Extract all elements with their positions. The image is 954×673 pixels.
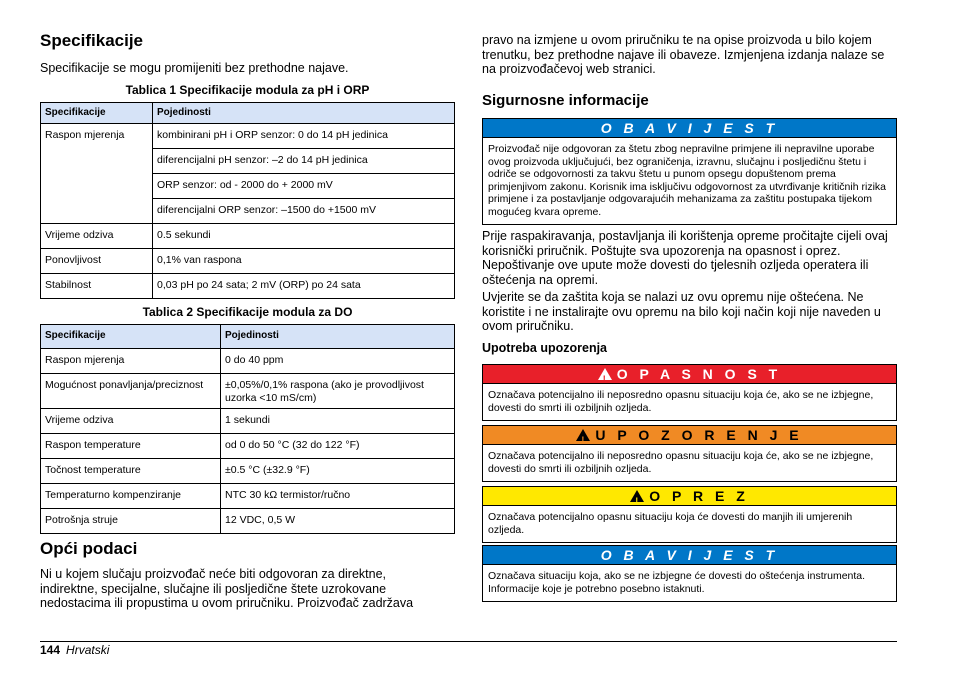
table1 <box>40 102 455 299</box>
table2-cell-value: 1 sekundi <box>221 409 455 434</box>
table-row <box>41 349 455 374</box>
table2-cell-label: Potrošnja struje <box>41 509 221 534</box>
table2-cell-label: Točnost temperature <box>41 459 221 484</box>
table-row <box>41 249 455 274</box>
table1-header-cell: Pojedinosti <box>153 103 455 124</box>
warning-triangle-icon: ! <box>630 490 644 502</box>
warning-triangle-icon: ! <box>576 429 590 441</box>
table-row <box>41 509 455 534</box>
notice-box-definition <box>482 545 897 602</box>
caution-text: Označava potencijalno opasnu situaciju koja će dovesti do manjih ili umjerenih ozljeda. <box>483 505 896 542</box>
warning-triangle-icon: ! <box>598 368 612 380</box>
table-row <box>41 274 455 299</box>
table2-cell-value: 12 VDC, 0,5 W <box>221 509 455 534</box>
danger-box <box>482 364 897 421</box>
table1-cell-label: Stabilnost <box>41 274 153 299</box>
table1-cell-value: kombinirani pH i ORP senzor: 0 do 14 pH jedinica <box>153 124 455 149</box>
general-text: Ni u kojem slučaju proizvođač neće biti odgovoran za direktne, indirektne, specijalne, slučajne ili posljedične štete uzrokovane nedostacima ili propustima u ovom priručniku. Proizvođač zadržava <box>40 567 414 610</box>
table1-cell-value: diferencijalni pH senzor: –2 do 14 pH jedinica <box>153 149 455 174</box>
footer <box>40 643 109 657</box>
table1-header-row <box>41 103 455 124</box>
table2-cell-label: Vrijeme odziva <box>41 409 221 434</box>
table2-cell-value: ±0.5 °C (±32.9 °F) <box>221 459 455 484</box>
table-row <box>41 124 455 149</box>
table-row <box>41 224 455 249</box>
notice-definition-text: Označava situaciju koja, ako se ne izbjegne će dovesti do oštećenja instrumenta. Informacije koje je potrebno posebno istaknuti. <box>483 564 896 601</box>
table1-cell-label: Ponovljivost <box>41 249 153 274</box>
warning-text: Označava potencijalno ili neposredno opasnu situaciju koja će, ako se ne izbjegne, dovesti do smrti ili ozbiljnih ozljeda. <box>483 444 896 481</box>
table-row <box>41 459 455 484</box>
table2-cell-value: 0 do 40 ppm <box>221 349 455 374</box>
table2-cell-label: Mogućnost ponavljanja/preciznost <box>41 374 221 409</box>
caution-bar <box>483 487 896 505</box>
footer-divider <box>40 641 897 642</box>
warning-title: U P O Z O R E N J E <box>595 427 803 443</box>
danger-title: O P A S N O S T <box>616 366 782 382</box>
table2-cell-label: Raspon temperature <box>41 434 221 459</box>
table2-header-cell: Specifikacije <box>41 325 221 349</box>
table-row <box>41 434 455 459</box>
caution-box <box>482 486 897 543</box>
footer-language: Hrvatski <box>66 643 110 657</box>
table1-caption: Tablica 1 Specifikacije modula za pH i ORP <box>125 83 370 97</box>
spec-heading: Specifikacije <box>40 31 144 50</box>
danger-bar <box>483 365 896 383</box>
notice-text: Proizvođač nije odgovoran za štetu zbog nepravilne primjene ili nepravilne uporabe ovog proizvoda uključujući, bez ograničenja, izravnu, slučajnu i posljedičnu štetu i odriče se odgovornosti za takvu štetu u punom opsegu dopuštenom prema primjenjivom zakonu. Korisnik ima isključivu odgovornost za utvrđivanje kritičnih rizika primjene i za postavljanje odgovarajućih mehanizama za zaštitu postupaka tijekom mogućeg kvara opreme. <box>483 137 896 224</box>
table-row <box>41 484 455 509</box>
table1-cell-label: Vrijeme odziva <box>41 224 153 249</box>
general-text-continued: pravo na izmjene u ovom priručniku te na opise proizvoda u bilo kojem trenutku, bez prethodne najave ili obaveze. Izmjenjena izdanja nalaze se na proizvođačevoj web stranici. <box>482 33 885 76</box>
table2-cell-value: ±0,05%/0,1% raspona (ako je provodljivost uzorka <10 mS/cm) <box>221 374 455 409</box>
table1-header-cell: Specifikacije <box>41 103 153 124</box>
table-row <box>41 374 455 409</box>
spec-intro: Specifikacije se mogu promijeniti bez prethodne najave. <box>40 61 349 75</box>
notice-box-general <box>482 118 897 225</box>
safety-paragraph-1: Prije raspakiravanja, postavljanja ili korištenja opreme pročitajte cijeli ovaj korisnički priručnik. Poštujte sva upozorenja na opasnost i oprez. Nepoštivanje ove upute može dovesti do tjelesnih ozljeda operatera ili oštećenja na opremi. <box>482 229 888 287</box>
table-row <box>41 409 455 434</box>
warning-box <box>482 425 897 482</box>
table1-cell-value: diferencijalni ORP senzor: –1500 do +1500 mV <box>153 199 455 224</box>
table1-cell-value: 0.5 sekundi <box>153 224 455 249</box>
table1-cell-value: 0,1% van raspona <box>153 249 455 274</box>
table2-cell-value: NTC 30 kΩ termistor/ručno <box>221 484 455 509</box>
table1-cell-value: ORP senzor: od - 2000 do + 2000 mV <box>153 174 455 199</box>
table1-cell-value: 0,03 pH po 24 sata; 2 mV (ORP) po 24 sata <box>153 274 455 299</box>
notice-bar: O B A V I J E S T <box>483 546 896 564</box>
table2-cell-label: Temperaturno kompenziranje <box>41 484 221 509</box>
usage-heading: Upotreba upozorenja <box>482 341 608 355</box>
table2-header-cell: Pojedinosti <box>221 325 455 349</box>
table2 <box>40 324 455 534</box>
caution-title: O P R E Z <box>649 488 749 504</box>
danger-text: Označava potencijalno ili neposredno opasnu situaciju koja će, ako se ne izbjegne, dovesti do smrti ili ozbiljnih ozljeda. <box>483 383 896 420</box>
safety-heading: Sigurnosne informacije <box>482 92 649 109</box>
warning-bar <box>483 426 896 444</box>
table2-cell-value: od 0 do 50 °C (32 do 122 °F) <box>221 434 455 459</box>
safety-paragraph-2: Uvjerite se da zaštita koja se nalazi uz ovu opremu nije oštećena. Ne koristite i ne instalirajte ovu opremu na bilo koji način koji nije naveden u ovom priručniku. <box>482 290 881 333</box>
table1-cell-label: Raspon mjerenja <box>41 124 153 224</box>
table2-cell-label: Raspon mjerenja <box>41 349 221 374</box>
table2-caption: Tablica 2 Specifikacije modula za DO <box>142 305 353 319</box>
page-number: 144 <box>40 643 61 657</box>
general-heading: Opći podaci <box>40 539 138 558</box>
table2-header-row <box>41 325 455 349</box>
notice-bar: O B A V I J E S T <box>483 119 896 137</box>
